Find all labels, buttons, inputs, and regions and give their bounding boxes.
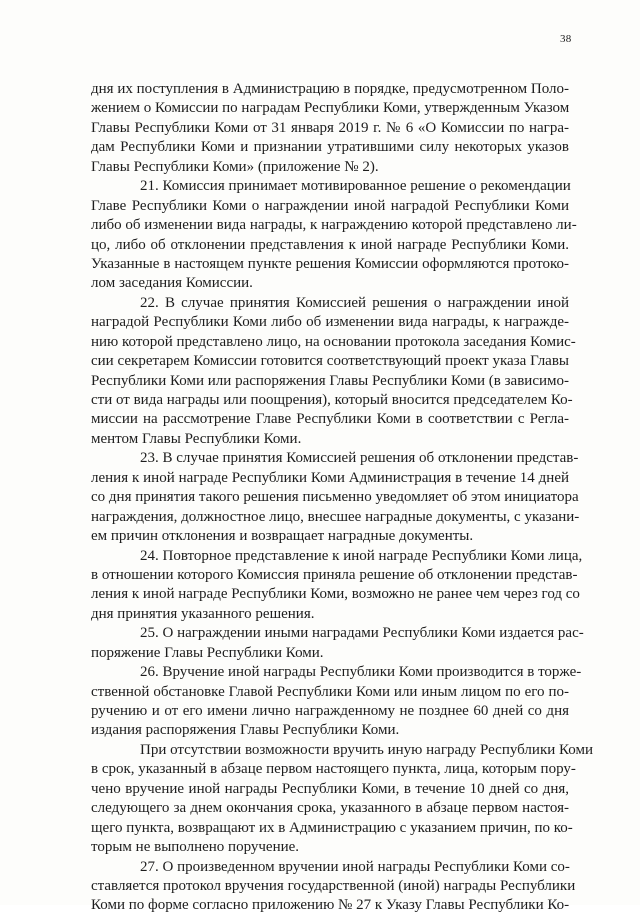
text-line: 22. В случае принятия Комиссией решения о награждении иной <box>140 294 569 311</box>
page-number: 38 <box>560 33 572 45</box>
paragraph <box>91 449 580 546</box>
text-line: щего пункта, возвращают их в Администрацию с указанием причин, по ко- <box>91 819 573 836</box>
text-line: ем причин отклонения и возвращает наградные документы. <box>91 528 474 545</box>
text-line: дам Республики Коми и признании утратившими силу некоторых указов <box>91 139 569 156</box>
text-line: Указанные в настоящем пункте решения Комиссии оформляются протоко- <box>91 255 569 272</box>
text-line: поряжение Главы Республики Коми. <box>91 644 324 661</box>
text-line: либо об изменении вида награды, к награждению которой представлено ли- <box>91 217 577 234</box>
paragraph <box>91 547 583 625</box>
text-line: сти от вида награды или поощрения), который вносится председателем Ко- <box>91 392 573 408</box>
text-line: сии секретарем Комиссии готовится соответствующий проект указа Главы <box>91 353 569 370</box>
text-line: следующего за днем окончания срока, указанного в абзаце первом настоя- <box>91 800 569 817</box>
text-line: При отсутствии возможности вручить иную награду Республики Коми <box>140 741 593 758</box>
text-line: ления к иной награде Республики Коми, возможно не ранее чем через год со <box>91 586 580 603</box>
text-line: ручению и от его имени лично награжденному не позднее 60 дней со дня <box>91 703 569 719</box>
text-line: ственной обстановке Главой Республики Коми или иным лицом по его по- <box>91 683 569 700</box>
paragraph <box>91 663 582 741</box>
text-line: нию которой представлено лицо, на основании протокола заседания Комис- <box>91 333 576 350</box>
text-line: ставляется протокол вручения государственной (иной) награды Республики <box>91 877 576 894</box>
text-line: награждения, должностное лицо, внесшее наградные документы, с указани- <box>91 508 580 525</box>
paragraph <box>91 858 576 916</box>
text-line: дня принятия указанного решения. <box>91 605 315 622</box>
paragraph <box>91 80 569 177</box>
text-line: со дня принятия такого решения письменно уведомляет об этом инициатора <box>91 489 579 506</box>
text-line: цо, либо об отклонении представления к иной награде Республики Коми. <box>91 236 569 253</box>
text-line: Коми по форме согласно приложению № 27 к Указу Главы Республики Ко- <box>91 897 570 914</box>
text-line: Республики Коми или распоряжения Главы Республики Коми (в зависимо- <box>91 372 569 389</box>
text-line: в срок, указанный в абзаце первом настоящего пункта, лица, которым пору- <box>91 761 576 778</box>
text-line: издания распоряжения Главы Республики Коми. <box>91 722 400 739</box>
text-line: наградой Республики Коми либо об изменении вида награды, к награжде- <box>91 314 569 331</box>
text-line: жением о Комиссии по наградам Республики Коми, утвержденным Указом <box>91 100 570 117</box>
text-line: торым не выполнено поручение. <box>91 839 300 856</box>
text-line: 27. О произведенном вручении иной награды Республики Коми со- <box>140 858 570 875</box>
text-line: лом заседания Комиссии. <box>91 275 253 292</box>
text-line: 26. Вручение иной награды Республики Коми производится в торже- <box>140 664 582 681</box>
text-line: 24. Повторное представление к иной награде Республики Коми лица, <box>140 547 583 564</box>
paragraph <box>91 624 584 663</box>
text-line: миссии на рассмотрение Главе Республики Коми в соответствии с Регла- <box>91 411 569 428</box>
text-line: дня их поступления в Администрацию в порядке, предусмотренном Поло- <box>91 81 569 97</box>
paragraph <box>91 294 576 450</box>
document-body <box>91 80 593 916</box>
text-line: в отношении которого Комиссия приняла решение об отклонении представ- <box>91 566 578 583</box>
text-line: ления к иной награде Республики Коми Администрация в течение 14 дней <box>91 469 569 486</box>
text-line: Главы Республики Коми от 31 января 2019 г. № 6 «О Комиссии по награ- <box>91 119 569 136</box>
text-line: 25. О награждении иными наградами Республики Коми издается рас- <box>140 625 584 642</box>
paragraph <box>91 741 593 858</box>
paragraph <box>91 177 577 294</box>
text-line: Главе Республики Коми о награждении иной наградой Республики Коми <box>91 197 569 214</box>
text-line: ментом Главы Республики Коми. <box>91 430 302 447</box>
text-line: 23. В случае принятия Комиссией решения об отклонении представ- <box>140 450 579 467</box>
text-line: чено вручение иной награды Республики Коми, в течение 10 дней со дня, <box>91 780 569 797</box>
text-line: Главы Республики Коми» (приложение № 2). <box>91 158 379 175</box>
text-line: 21. Комиссия принимает мотивированное решение о рекомендации <box>140 178 571 195</box>
